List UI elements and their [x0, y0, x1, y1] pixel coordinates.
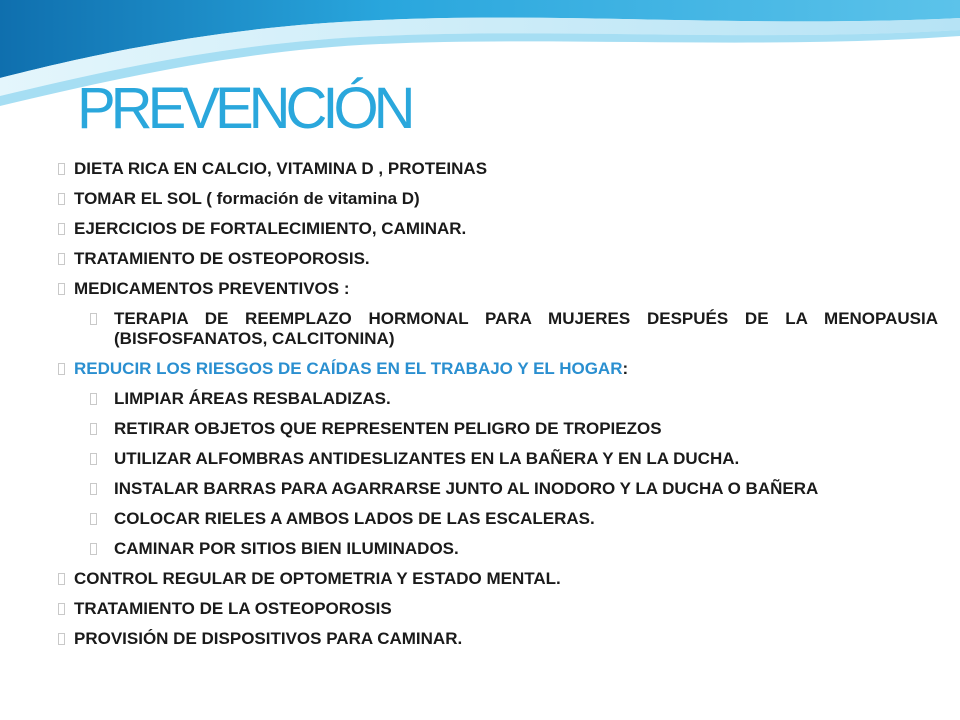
list-item — [58, 599, 938, 619]
list-item-text: DIETA RICA EN CALCIO, VITAMINA D , PROTEINAS — [74, 159, 488, 178]
list-item — [58, 569, 938, 589]
sub-bullet-icon — [90, 313, 97, 325]
sub-list-item — [58, 309, 938, 349]
list-item-text: CONTROL REGULAR DE OPTOMETRIA Y ESTADO MENTAL. — [74, 569, 561, 588]
bullet-icon — [58, 363, 65, 375]
list-item — [58, 279, 938, 299]
bullet-icon — [58, 283, 65, 295]
sub-bullet-icon — [90, 393, 97, 405]
bullet-icon — [58, 163, 65, 175]
sub-list-item — [58, 509, 938, 529]
bullet-icon — [58, 193, 65, 205]
list-item-text: EJERCICIOS DE FORTALECIMIENTO, CAMINAR. — [74, 219, 467, 238]
bullet-icon — [58, 603, 65, 615]
bullet-icon — [58, 573, 65, 585]
sub-bullet-icon — [90, 483, 97, 495]
list-item — [58, 219, 938, 239]
list-item-suffix: : — [622, 359, 629, 378]
list-item-text: TRATAMIENTO DE OSTEOPOROSIS. — [74, 249, 370, 268]
list-item-text: MEDICAMENTOS PREVENTIVOS : — [74, 279, 350, 298]
sub-list-item — [58, 389, 938, 409]
list-item — [58, 249, 938, 269]
sub-bullet-icon — [90, 543, 97, 555]
list-item-text-highlighted: REDUCIR LOS RIESGOS DE CAÍDAS EN EL TRABAJO Y EL HOGAR — [74, 359, 623, 378]
sub-bullet-icon — [90, 513, 97, 525]
sub-list-item — [58, 449, 938, 469]
list-item-text: TRATAMIENTO DE LA OSTEOPOROSIS — [74, 599, 392, 618]
list-item-text: TERAPIA DE REEMPLAZO HORMONAL PARA MUJERES DESPUÉS DE LA MENOPAUSIA (BISFOSFANATOS, CALCITONINA) — [114, 309, 938, 348]
list-item — [58, 189, 938, 209]
bullet-icon — [58, 633, 65, 645]
sub-list-item — [58, 479, 938, 499]
slide-title: PREVENCIÓN — [77, 76, 411, 141]
list-item-text: INSTALAR BARRAS PARA AGARRARSE JUNTO AL INODORO Y LA DUCHA O BAÑERA — [114, 479, 819, 498]
list-item — [58, 159, 938, 179]
list-item-text: PROVISIÓN DE DISPOSITIVOS PARA CAMINAR. — [74, 629, 463, 648]
list-item-text: LIMPIAR ÁREAS RESBALADIZAS. — [114, 389, 391, 408]
sub-bullet-icon — [90, 423, 97, 435]
list-item-text: COLOCAR RIELES A AMBOS LADOS DE LAS ESCALERAS. — [114, 509, 595, 528]
bullet-list — [58, 159, 938, 649]
list-item-text: UTILIZAR ALFOMBRAS ANTIDESLIZANTES EN LA BAÑERA Y EN LA DUCHA. — [114, 449, 740, 468]
sub-list-item — [58, 539, 938, 559]
bullet-icon — [58, 253, 65, 265]
bullet-icon — [58, 223, 65, 235]
sub-list-item — [58, 419, 938, 439]
list-item — [58, 629, 938, 649]
list-item-text: TOMAR EL SOL ( formación de vitamina D) — [74, 189, 420, 208]
sub-bullet-icon — [90, 453, 97, 465]
list-item-text: CAMINAR POR SITIOS BIEN ILUMINADOS. — [114, 539, 459, 558]
list-item — [58, 359, 938, 379]
list-item-text: RETIRAR OBJETOS QUE REPRESENTEN PELIGRO DE TROPIEZOS — [114, 419, 662, 438]
